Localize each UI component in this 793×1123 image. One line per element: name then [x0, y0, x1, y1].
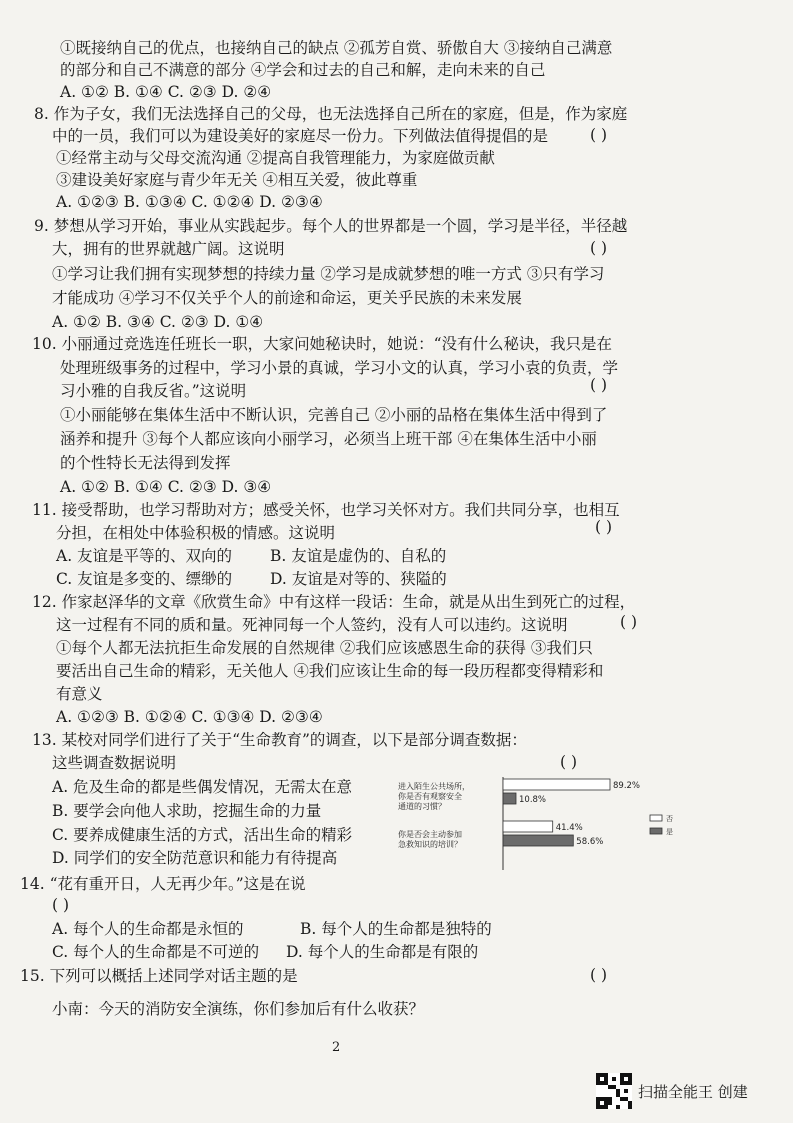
- q7-statement-line: ①既接纳自己的优点，也接纳自己的缺点 ②孤芳自赏、骄傲自大 ③接纳自己满意: [60, 39, 613, 57]
- q11-option-d: D. 友谊是对等的、狭隘的: [270, 570, 447, 588]
- q9-statement-line: 才能成功 ④学习不仅关乎个人的前途和命运，更关乎民族的未来发展: [52, 289, 522, 307]
- bar-no: [503, 821, 553, 832]
- q8-stem: 8. 作为子女，我们无法选择自己的父母，也无法选择自己所在的家庭，但是，作为家庭: [34, 105, 628, 123]
- q10-statement-line: 涵养和提升 ③每个人都应该向小丽学习，必须当上班干部 ④在集体生活中小丽: [60, 430, 597, 448]
- q10-statement-line: 的个性特长无法得到发挥: [60, 454, 231, 472]
- q10-stem: 处理班级事务的过程中，学习小景的真诚，学习小文的认真，学习小袁的负责，学: [60, 359, 619, 377]
- q9-stem: 9. 梦想从学习开始，事业从实践起步。每个人的世界都是一个圆，学习是半径，半径越: [34, 217, 628, 235]
- q12-options: A. ①②③ B. ①②④ C. ①③④ D. ②③④: [56, 708, 323, 726]
- chart-category-label: 你是否有观察安全: [398, 792, 462, 801]
- q8-stem: 中的一员，我们可以为建设美好的家庭尽一份力。下列做法值得提倡的是: [52, 127, 549, 145]
- q8-statement-line: ①经常主动与父母交流沟通 ②提高自我管理能力，为家庭做贡献: [56, 149, 495, 167]
- scanner-watermark: [596, 1070, 748, 1112]
- answer-blank: ( ): [620, 613, 638, 631]
- q8-statement-line: ③建设美好家庭与青少年无关 ④相互关爱，彼此尊重: [56, 171, 418, 189]
- q12-stem: 12. 作家赵泽华的文章《欣赏生命》中有这样一段话：生命，就是从出生到死亡的过程，: [32, 593, 636, 611]
- q15-dialogue-line: 小南：今天的消防安全演练，你们参加后有什么收获？: [52, 1000, 425, 1018]
- q9-stem: 大，拥有的世界就越广阔。这说明: [52, 240, 285, 258]
- legend-label-yes: 是: [666, 828, 673, 836]
- bar-yes: [503, 835, 573, 846]
- data-label: 41.4%: [555, 823, 583, 833]
- q14-option-d: D. 每个人的生命都是有限的: [286, 943, 479, 961]
- q9-statement-line: ①学习让我们拥有实现梦想的持续力量 ②学习是成就梦想的唯一方式 ③只有学习: [52, 265, 605, 283]
- q15-stem: 15. 下列可以概括上述同学对话主题的是: [20, 967, 298, 985]
- q14-option-b: B. 每个人的生命都是独特的: [300, 920, 492, 938]
- data-label: 58.6%: [576, 837, 604, 847]
- legend-swatch-no: [650, 815, 662, 821]
- chart-legend: [650, 815, 673, 836]
- q14-stem: 14. “花有重开日，人无再少年。”这是在说: [20, 875, 306, 893]
- q11-option-b: B. 友谊是虚伪的、自私的: [270, 547, 447, 565]
- data-label: 89.2%: [613, 781, 641, 791]
- q11-stem: 分担，在相处中体验积极的情感。这说明: [56, 524, 336, 542]
- q13-option-c: C. 要养成健康生活的方式，活出生命的精彩: [52, 826, 353, 844]
- q11-option-c: C. 友谊是多变的、缥缈的: [56, 570, 233, 588]
- q13-option-b: B. 要学会向他人求助，挖掘生命的力量: [52, 802, 322, 820]
- q13-option-a: A. 危及生命的都是些偶发情况，无需太在意: [52, 778, 353, 796]
- answer-blank: ( ): [52, 896, 70, 914]
- answer-blank: ( ): [560, 753, 578, 771]
- q7-statement-line: 的部分和自己不满意的部分 ④学会和过去的自己和解，走向未来的自己: [60, 61, 546, 79]
- bar-no: [503, 779, 610, 790]
- page-number: 2: [332, 1040, 341, 1055]
- legend-label-no: 否: [666, 815, 673, 823]
- answer-blank: ( ): [590, 966, 608, 984]
- qr-code-icon: [596, 1073, 632, 1109]
- answer-blank: ( ): [590, 376, 608, 394]
- q9-options: A. ①② B. ③④ C. ②③ D. ①④: [52, 313, 264, 331]
- q13-stem: 13. 某校对同学们进行了关于“生命教育”的调查，以下是部分调查数据：: [32, 731, 527, 749]
- q14-option-a: A. 每个人的生命都是永恒的: [52, 920, 244, 938]
- q10-stem: 习小雅的自我反省。”这说明: [60, 382, 247, 400]
- bar-yes: [503, 793, 516, 804]
- answer-blank: ( ): [590, 126, 608, 144]
- q12-stem: 这一过程有不同的质和量。死神同每一个人签约，没有人可以违约。这说明: [56, 616, 568, 634]
- q10-stem: 10. 小丽通过竞选连任班长一职，大家问她秘诀时，她说：“没有什么秘诀，我只是在: [32, 335, 613, 353]
- q11-option-a: A. 友谊是平等的、双向的: [56, 547, 233, 565]
- answer-blank: ( ): [595, 518, 613, 536]
- chart-category-label: 你是否会主动参加: [398, 830, 462, 839]
- chart-category-label: 进入陌生公共场所，: [398, 782, 470, 791]
- q7-options: A. ①② B. ①④ C. ②③ D. ②④: [60, 83, 272, 101]
- q11-stem: 11. 接受帮助，也学习帮助对方；感受关怀，也学习关怀对方。我们共同分享，也相互: [32, 501, 620, 519]
- q12-statement-line: 要活出自己生命的精彩，无关他人 ④我们应该让生命的每一段历程都变得精彩和: [56, 662, 604, 680]
- q12-statement-line: ①每个人都无法抗拒生命发展的自然规律 ②我们应该感恩生命的获得 ③我们只: [56, 639, 593, 657]
- q8-options: A. ①②③ B. ①③④ C. ①②④ D. ②③④: [56, 193, 323, 211]
- legend-swatch-yes: [650, 828, 662, 834]
- q10-statement-line: ①小丽能够在集体生活中不断认识，完善自己 ②小丽的品格在集体生活中得到了: [60, 406, 608, 424]
- q12-statement-line: 有意义: [56, 685, 103, 703]
- survey-bar-chart: [395, 775, 695, 875]
- q13-option-d: D. 同学们的安全防范意识和能力有待提高: [52, 849, 338, 867]
- q10-options: A. ①② B. ①④ C. ②③ D. ③④: [60, 478, 272, 496]
- q14-option-c: C. 每个人的生命都是不可逆的: [52, 943, 260, 961]
- chart-category-label: 通道的习惯？: [398, 802, 446, 811]
- data-label: 10.8%: [519, 795, 547, 805]
- chart-category-label: 急救知识的培训？: [398, 840, 462, 849]
- answer-blank: ( ): [590, 239, 608, 257]
- q13-stem: 这些调查数据说明: [52, 754, 177, 772]
- scanner-brand-text: 扫描全能王 创建: [638, 1082, 748, 1101]
